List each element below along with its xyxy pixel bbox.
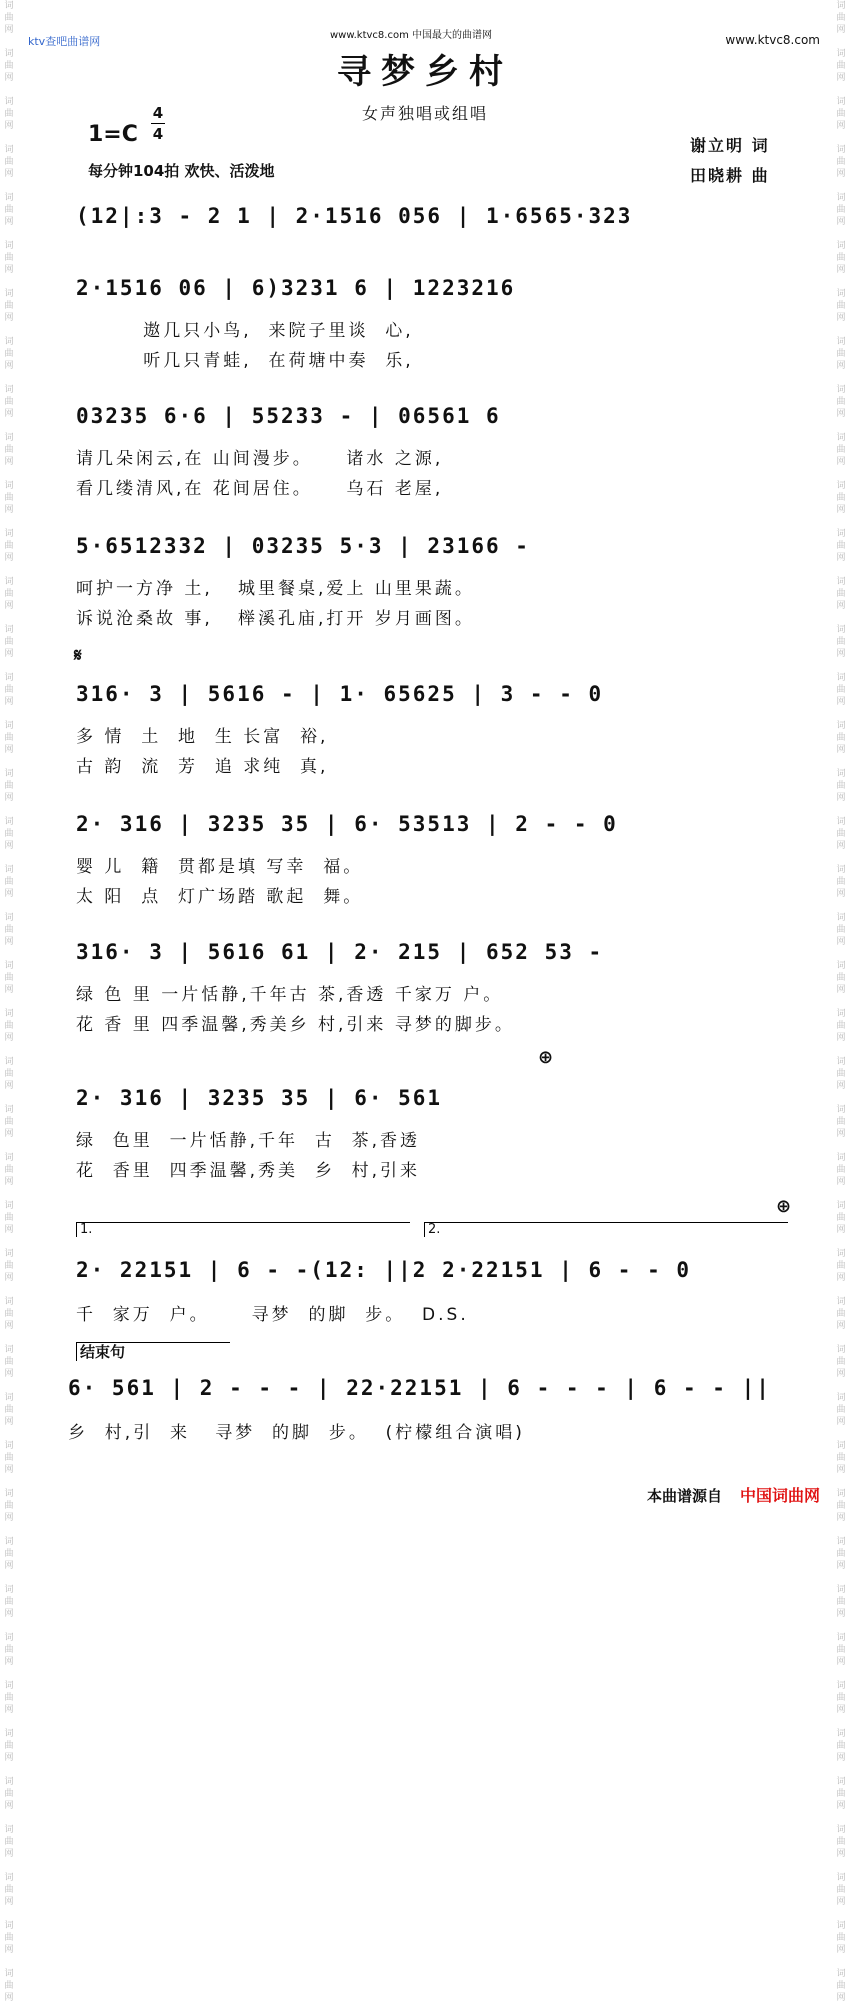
time-signature-top: 4 (152, 104, 164, 122)
coda-sign-2: ⊕ (776, 1196, 792, 1217)
key-signature: 1=C (88, 122, 138, 147)
coda-sign-1: ⊕ (538, 1047, 554, 1068)
tempo-marking: 每分钟104拍 欢快、活泼地 (88, 162, 275, 180)
time-signature-bottom: 4 (152, 125, 164, 143)
footer-source-text: 本曲谱源自 (646, 1487, 722, 1505)
lyricist-credit: 谢立明 词 (690, 136, 770, 155)
volta-second-ending: 2. (424, 1222, 788, 1237)
lyrics-line-4-verse-2: 诉说沧桑故 事, 榉溪孔庙,打开 岁月画图。 (76, 609, 475, 629)
notes-line-1: (12|:3 - 2 1 | 2·1516 056 | 1·6565·323 (76, 204, 633, 228)
watermark-right: 词 曲 网 词 曲 网 词 曲 网 词 曲 网 词 曲 网 词 曲 网 词 曲 网 词 曲 网 词 曲 网 词 曲 网 词 曲 网 词 曲 网 词 曲 网 词 曲 网 词 曲 网 词 曲 网 词 曲 网 词 曲 网 词 曲 网 词 曲 网 词 曲 网 词 曲 网 词 曲 网 词 曲 网 词 曲 网 词 曲 网 词 曲 网 词 曲 网 词 曲 网 词 曲 网 词 曲 网 词 曲 网 词 曲 网 词 曲 网 词 曲 网 词 曲 网 词 曲 网 词 曲 网 词 曲 网 词 曲 网 词 曲 网 词 曲 网 (836, 1, 846, 2003)
site-banner-center: www.ktvc8.com 中国最大的曲谱网 (330, 30, 493, 41)
notes-line-2: 2·1516 06 | 6)3231 6 | 1223216 (76, 276, 516, 300)
lyrics-line-5-verse-1: 多 情 土 地 生 长富 裕, (76, 727, 329, 747)
site-link-right[interactable]: www.ktvc8.com (725, 33, 820, 47)
lyrics-line-2-verse-1: 遨几只小鸟, 来院子里谈 心, (76, 321, 414, 341)
lyrics-line-4-verse-1: 呵护一方净 土, 城里餐桌,爱上 山里果蔬。 (76, 579, 475, 599)
notes-line-8: 2· 316 | 3235 35 | 6· 561 (76, 1086, 443, 1110)
lyrics-line-8-verse-2: 花 香里 四季温馨,秀美 乡 村,引来 (76, 1161, 421, 1181)
footer-source (647, 1483, 820, 1506)
watermark-left: 词 曲 网 词 曲 网 词 曲 网 词 曲 网 词 曲 网 词 曲 网 词 曲 网 词 曲 网 词 曲 网 词 曲 网 词 曲 网 词 曲 网 词 曲 网 词 曲 网 词 曲 网 词 曲 网 词 曲 网 词 曲 网 词 曲 网 词 曲 网 词 曲 网 词 曲 网 词 曲 网 词 曲 网 词 曲 网 词 曲 网 词 曲 网 词 曲 网 词 曲 网 词 曲 网 词 曲 网 词 曲 网 词 曲 网 词 曲 网 词 曲 网 词 曲 网 词 曲 网 词 曲 网 词 曲 网 词 曲 网 词 曲 网 词 曲 网 (4, 1, 14, 2003)
lyrics-line-2-verse-2: 听几只青蛙, 在荷塘中奏 乐, (76, 351, 414, 371)
lyrics-line-3-verse-2: 看几缕清风,在 花间居住。 乌石 老屋, (76, 479, 444, 499)
composer-credit: 田晓耕 曲 (690, 166, 770, 185)
song-title: 寻梦乡村 (337, 52, 513, 92)
notes-line-10: 6· 561 | 2 - - - | 22·22151 | 6 - - - | 6 - - || (68, 1376, 771, 1400)
notes-line-9: 2· 22151 | 6 - -(12: ||2 2·22151 | 6 - - 0 (76, 1258, 692, 1282)
notes-line-7: 316· 3 | 5616 61 | 2· 215 | 652 53 - (76, 940, 604, 964)
lyrics-line-8-verse-1: 绿 色里 一片恬静,千年 古 茶,香透 (76, 1131, 421, 1151)
lyrics-line-3-verse-1: 请几朵闲云,在 山间漫步。 诸水 之源, (76, 449, 444, 469)
footer-site-link[interactable]: 中国词曲网 (739, 1486, 820, 1505)
notes-line-6: 2· 316 | 3235 35 | 6· 53513 | 2 - - 0 (76, 812, 618, 836)
lyrics-line-10: 乡 村,引 来 寻梦 的脚 步。 (柠檬组合演唱) (68, 1423, 525, 1443)
time-signature (150, 103, 166, 144)
lyrics-line-7-verse-2: 花 香 里 四季温馨,秀美乡 村,引来 寻梦的脚步。 (76, 1015, 515, 1035)
song-subtitle: 女声独唱或组唱 (361, 104, 488, 123)
lyrics-line-6-verse-1: 婴 儿 籍 贯都是填 写幸 福。 (76, 857, 364, 877)
notes-line-3: 03235 6·6 | 55233 - | 06561 6 (76, 404, 501, 428)
lyrics-line-6-verse-2: 太 阳 点 灯广场踏 歌起 舞。 (76, 887, 364, 907)
lyrics-line-7-verse-1: 绿 色 里 一片恬静,千年古 茶,香透 千家万 户。 (76, 985, 504, 1005)
ending-label: 结束句 (76, 1342, 230, 1361)
notes-line-5: 316· 3 | 5616 - | 1· 65625 | 3 - - 0 (76, 682, 604, 706)
notes-line-4: 5·6512332 | 03235 5·3 | 23166 - (76, 534, 530, 558)
lyrics-line-9: 千 家万 户。 寻梦 的脚 步。 D.S. (76, 1305, 469, 1325)
segno-sign: 𝄋 (74, 645, 82, 666)
volta-first-ending: 1. (76, 1222, 410, 1237)
site-link-left[interactable]: ktv查吧曲谱网 (28, 35, 101, 48)
lyrics-line-5-verse-2: 古 韵 流 芳 追 求纯 真, (76, 757, 329, 777)
